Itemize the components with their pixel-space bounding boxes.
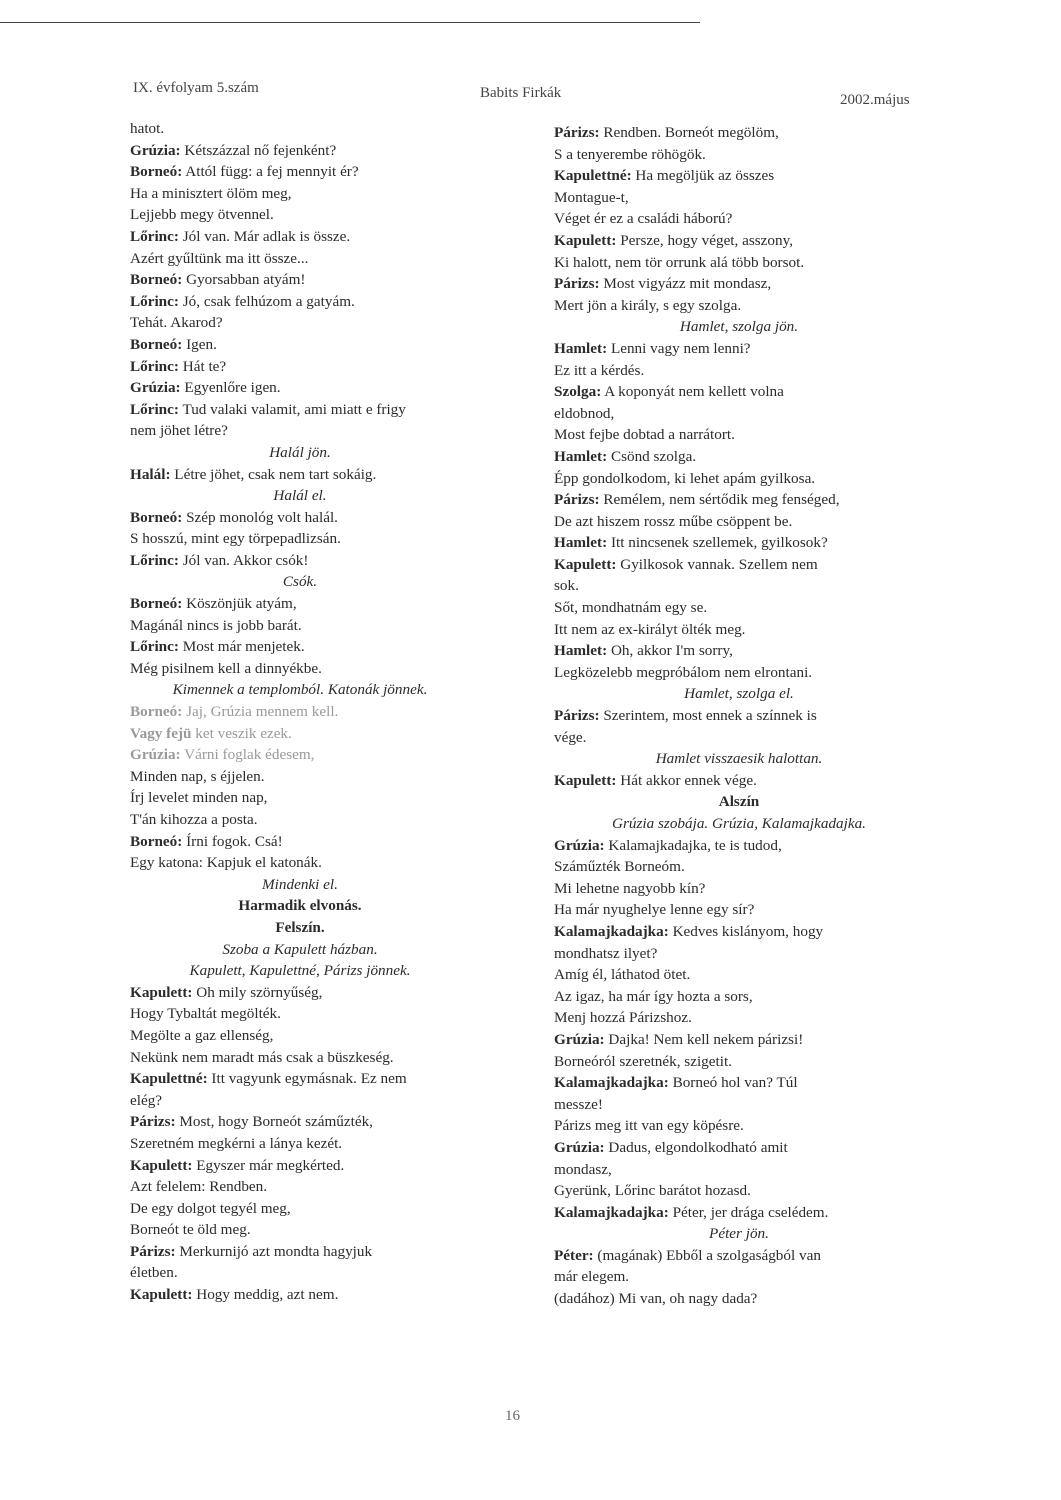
dialogue-text: Oh, akkor I'm sorry, [607,642,733,660]
top-rule [0,22,700,23]
speaker-name: Lőrinc: [130,357,179,375]
publication-title: Babits Firkák [480,85,562,101]
dialogue-text: Itt vagyunk egymásnak. Ez nem [207,1070,407,1088]
verse-line: Menj hozzá Párizshoz. [554,1009,692,1027]
verse-line: Amíg él, láthatod ötet. [554,966,691,984]
dialogue-line [130,1284,530,1306]
verse-line: Azért gyűltünk ma itt össze... [130,249,309,267]
dialogue-line [130,1155,530,1177]
dialogue-line [130,550,530,572]
stage-direction: Kapulett, Kapulettné, Párizs jönnek. [189,962,411,980]
dialogue-text: Jól van. Akkor csók! [178,551,309,569]
dialogue-text: Merkurnijó azt mondta hagyjuk [175,1242,373,1260]
dialogue-line [130,831,530,853]
speaker-name: Borneó: [130,335,183,353]
speaker-name: Kalamajkadajka: [554,922,669,940]
speaker-name: Lőrinc: [130,551,179,569]
verse-line: mondhatsz ilyet? [554,944,658,962]
verse-line: eldobnod, [554,404,615,422]
dialogue-line [554,446,954,468]
dialogue-text: Létre jöhet, csak nem tart sokáig. [170,465,377,483]
dialogue-line [554,835,954,857]
dialogue-text: Rendben. Borneót megölöm, [599,124,779,141]
dialogue-line [554,1029,954,1051]
verse-line: Egy katona: Kapjuk el katonák. [130,854,322,872]
speaker-name: Párizs: [130,1242,176,1260]
verse-line: vége. [554,728,587,746]
verse-line: Ez itt a kérdés. [554,361,645,379]
dialogue-text: Most, hogy Borneót száműzték, [175,1113,373,1131]
dialogue-text: Dadus, elgondolkodható amit [604,1138,788,1156]
dialogue-line [554,489,954,511]
dialogue-line [554,230,954,252]
verse-line: életben. [130,1264,178,1282]
dialogue-line [554,770,954,792]
dialogue-text: Jó, csak felhúzom a gatyám. [178,292,355,310]
verse-line: hatot. [130,120,165,137]
verse-line: Itt nem az ex-királyt ölték meg. [554,620,746,638]
verse-line: Magánál nincs is jobb barát. [130,616,302,634]
dialogue-text: Borneó hol van? Túl [668,1074,798,1092]
verse-line: Sőt, mondhatnám egy se. [554,599,708,617]
dialogue-line [130,1068,530,1090]
speaker-name: Kapulett: [554,555,617,573]
verse-line: Mi lehetne nagyobb kín? [554,879,706,897]
dialogue-text: Hát te? [178,357,227,375]
speaker-name: Kapulett: [554,231,617,249]
dialogue-text: Itt nincsenek szellemek, gyilkosok? [607,534,828,552]
verse-line: Hogy Tybaltát megölték. [130,1005,281,1023]
verse-line: De egy dolgot tegyél meg, [130,1199,291,1217]
speaker-name: Szolga: [554,383,602,401]
speaker-name: Lőrinc: [130,292,179,310]
dialogue-text: Tud valaki valamit, ami miatt e frigy [178,400,406,418]
dialogue-line [130,399,530,421]
verse-line: mondasz, [554,1160,612,1178]
dialogue-line [130,334,530,356]
verse-line: Még pisilnem kell a dinnyékbe. [130,659,322,677]
verse-line: Legközelebb megpróbálom nem elrontani. [554,663,813,681]
dialogue-line [554,122,954,144]
verse-line: Mert jön a király, s egy szolga. [554,296,742,314]
dialogue-text: A koponyát nem kellett volna [601,383,784,401]
dialogue-line [130,1111,530,1133]
speaker-name: Halál: [130,465,171,483]
verse-line: elég? [130,1091,163,1109]
verse-line: Szeretném megkérni a lánya kezét. [130,1134,343,1152]
stage-direction: Hamlet, szolga jön. [679,318,799,336]
dialogue-text: Kalamajkadajka, te is tudod, [604,836,782,854]
verse-line: Párizs meg itt van egy köpésre. [554,1117,744,1135]
dialogue-line [130,377,530,399]
dialogue-text: Gyilkosok vannak. Szellem nem [616,555,818,573]
speaker-name: Borneó: [130,832,183,850]
verse-line: Most fejbe dobtad a narrátort. [554,426,735,444]
verse-line: Borneót te öld meg. [130,1221,251,1239]
verse-line: Borneóról szeretnék, szigetit. [554,1052,732,1070]
verse-line: S hosszú, mint egy törpepadlizsán. [130,530,341,548]
dialogue-line [130,356,530,378]
speaker-name: Vagy fejü [130,724,192,742]
speaker-name: Hamlet: [554,642,608,660]
speaker-name: Borneó: [130,271,183,289]
dialogue-line [130,269,530,291]
dialogue-line [554,554,954,576]
speaker-name: Hamlet: [554,339,608,357]
dialogue-line [554,705,954,727]
verse-line: messze! [554,1095,603,1113]
dialogue-text: Hát akkor ennek vége. [616,771,757,789]
verse-line: T'án kihozza a posta. [130,811,258,828]
dialogue-text: Kétszázzal nő fejenként? [180,141,337,159]
speaker-name: Kapulettné: [554,167,632,185]
speaker-name: Lőrinc: [130,227,179,245]
verse-line: Ki halott, nem tör orrunk alá több borsot. [554,253,805,271]
speaker-name: Grúzia: [130,141,181,159]
verse-line: Véget ér ez a családi háború? [554,210,733,228]
dialogue-text: Egyenlőre igen. [180,379,281,397]
dialogue-text: Jól van. Már adlak is össze. [178,227,351,245]
verse-line: Gyerünk, Lőrinc barátot hozasd. [554,1182,751,1200]
dialogue-text: (magának) Ebből a szolgaságból van [593,1246,821,1264]
verse-line: Nekünk nem maradt más csak a büszkeség. [130,1048,394,1066]
verse-line: (dadához) Mi van, oh nagy dada? [554,1290,758,1308]
dialogue-line [554,1137,954,1159]
dialogue-text: Ha megöljük az összes [631,167,775,185]
verse-line: Tehát. Akarod? [130,314,223,332]
dialogue-line [130,982,530,1004]
page-number: 16 [505,1408,520,1424]
right-column [554,122,954,1310]
scene-title: Harmadik elvonás. [238,897,362,915]
speaker-name: Grúzia: [130,379,181,397]
verse-line: Épp gondolkodom, ki lehet apám gyilkosa. [554,469,816,487]
stage-direction: Halál jön. [269,443,331,461]
speaker-name: Grúzia: [554,1030,605,1048]
stage-direction: Mindenki el. [262,875,338,893]
verse-line: S a tenyerembe röhögök. [554,145,706,163]
speaker-name: Kapulett: [130,983,193,1001]
speaker-name: Borneó: [130,595,183,613]
verse-line: De azt hiszem rossz műbe csöppent be. [554,512,793,530]
verse-line: Megölte a gaz ellenség, [130,1026,274,1044]
dialogue-line [130,701,530,723]
dialogue-text: Persze, hogy véget, asszony, [616,231,794,249]
speaker-name: Grúzia: [554,1138,605,1156]
dialogue-line [554,532,954,554]
stage-direction: Csók. [282,573,318,591]
dialogue-text: Szerintem, most ennek a színnek is [599,707,817,725]
speaker-name: Kalamajkadajka: [554,1074,669,1092]
stage-direction: Halál el. [273,487,327,505]
dialogue-text: Csönd szolga. [607,447,697,465]
speaker-name: Kapulett: [554,771,617,789]
speaker-name: Párizs: [130,1113,176,1131]
verse-line: sok. [554,577,579,595]
dialogue-line [554,338,954,360]
speaker-name: Párizs: [554,124,600,141]
dialogue-line [130,593,530,615]
speaker-name: Párizs: [554,491,600,509]
dialogue-line [130,464,530,486]
verse-line: Lejjebb megy ötvennel. [130,206,274,224]
speaker-name: Párizs: [554,275,600,293]
dialogue-text: Várni foglak édesem, [180,746,315,764]
speaker-name: Borneó: [130,703,183,721]
dialogue-text: Most már menjetek. [178,638,305,656]
dialogue-line [554,273,954,295]
scene-title: Alszín [718,793,760,811]
dialogue-text: Péter, jer drága cselédem. [668,1203,829,1221]
speaker-name: Lőrinc: [130,400,179,418]
dialogue-line [130,723,530,745]
dialogue-line [130,140,530,162]
dialogue-text: Gyorsabban atyám! [182,271,306,289]
scene-title: Felszín. [275,918,325,936]
stage-direction: Grúzia szobája. Grúzia, Kalamajkadajka. [612,815,866,832]
dialogue-line [554,921,954,943]
issue-label: IX. évfolyam 5.szám [133,80,259,96]
dialogue-line [130,636,530,658]
speaker-name: Lőrinc: [130,638,179,656]
dialogue-line [554,1245,954,1267]
dialogue-text: Attól függ: a fej mennyit ér? [182,163,359,181]
stage-direction: Hamlet, szolga el. [684,685,794,703]
dialogue-line [554,165,954,187]
stage-direction: Kimennek a templomból. Katonák jönnek. [172,681,428,699]
speaker-name: Párizs: [554,707,600,725]
dialogue-line [554,1202,954,1224]
speaker-name: Kalamajkadajka: [554,1203,669,1221]
verse-line: Írj levelet minden nap, [130,789,268,807]
speaker-name: Kapulettné: [130,1070,208,1088]
verse-line: már elegem. [554,1268,630,1286]
dialogue-text: Dajka! Nem kell nekem párizsi! [604,1030,804,1048]
speaker-name: Borneó: [130,163,183,181]
speaker-name: Péter: [554,1246,594,1264]
dialogue-line [130,507,530,529]
stage-direction: Hamlet visszaesik halottan. [655,750,823,768]
speaker-name: Borneó: [130,508,183,526]
speaker-name: Grúzia: [554,836,605,854]
dialogue-text: Hogy meddig, azt nem. [192,1286,339,1304]
dialogue-line [554,381,954,403]
dialogue-line [130,291,530,313]
speaker-name: Hamlet: [554,534,608,552]
dialogue-line [130,161,530,183]
dialogue-line [554,640,954,662]
verse-line: Montague-t, [554,188,629,206]
verse-line: Azt felelem: Rendben. [130,1178,268,1196]
speaker-name: Hamlet: [554,447,608,465]
dialogue-text: Egyszer már megkérted. [192,1156,345,1174]
dialogue-line [130,1241,530,1263]
dialogue-text: Szép monológ volt halál. [182,508,338,526]
dialogue-text: Igen. [182,335,217,353]
dialogue-line [130,744,530,766]
verse-line: Minden nap, s éjjelen. [130,767,265,785]
dialogue-line [554,1072,954,1094]
dialogue-text: Most vigyázz mit mondasz, [599,275,772,293]
issue-date: 2002.május [840,92,910,108]
speaker-name: Kapulett: [130,1156,193,1174]
dialogue-text: Köszönjük atyám, [182,595,297,613]
dialogue-text: Oh mily szörnyűség, [192,983,323,1001]
dialogue-line [130,226,530,248]
speaker-name: Kapulett: [130,1286,193,1304]
dialogue-text: Remélem, nem sértődik meg fenséged, [599,491,840,509]
dialogue-text: Kedves kislányom, hogy [668,922,824,940]
dialogue-text: Lenni vagy nem lenni? [607,339,751,357]
stage-direction: Szoba a Kapulett házban. [222,940,378,958]
stage-direction: Péter jön. [709,1225,769,1243]
dialogue-text: Jaj, Grúzia mennem kell. [182,703,339,721]
left-column [130,118,530,1306]
verse-line: Száműzték Borneóm. [554,858,685,876]
dialogue-text: Írni fogok. Csá! [182,832,283,850]
dialogue-text: ket veszik ezek. [191,724,292,742]
verse-line: nem jöhet létre? [130,422,228,440]
verse-line: Ha a minisztert ölöm meg, [130,184,292,202]
verse-line: Az igaz, ha már így hozta a sors, [554,987,753,1005]
verse-line: Ha már nyughelye lenne egy sír? [554,901,755,919]
speaker-name: Grúzia: [130,746,181,764]
